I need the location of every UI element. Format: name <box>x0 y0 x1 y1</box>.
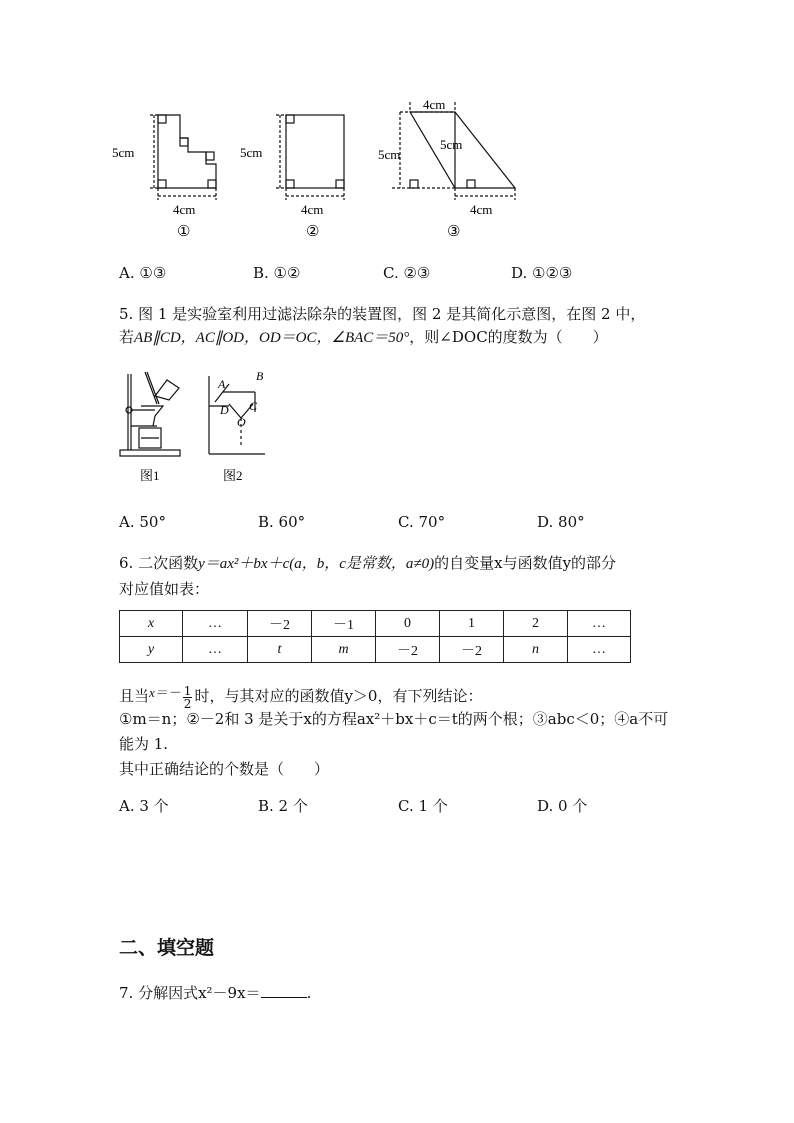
q5-math: AB∥CD，AC∥OD，OD＝OC，∠BAC＝50° <box>134 330 410 346</box>
table-row-y <box>120 637 631 663</box>
fig1-number: ① <box>177 224 191 240</box>
table-cell: 0 <box>376 611 440 637</box>
figure-2 <box>276 115 344 200</box>
q5-option-b: B. 60° <box>258 513 306 531</box>
point-d: D <box>220 403 229 417</box>
table-cell: 2 <box>504 611 568 637</box>
table-cell: 1 <box>440 611 504 637</box>
fig3-slant-label: 5cm <box>440 137 463 152</box>
q5-line2-prefix: 若 <box>119 328 135 346</box>
q5-option-a: A. 50° <box>119 513 166 531</box>
q5-option-c: C. 70° <box>398 513 446 531</box>
fig1-caption: 图1 <box>140 468 160 483</box>
fig2-width-label: 4cm <box>301 202 324 217</box>
q6-line1-suffix: 的自变量x与函数值y的部分 <box>434 554 617 572</box>
q5-line2-suffix: ，则∠DOC的度数为（ ） <box>409 328 608 346</box>
q5-figures <box>115 366 285 486</box>
table-cell: y <box>120 637 183 663</box>
q6-line2: 对应值如表： <box>119 580 210 598</box>
table-row-x <box>120 611 631 637</box>
q6-option-c: C. 1 个 <box>398 797 448 815</box>
q6-condition <box>119 682 482 710</box>
q6-conclusions-2: 能为 1. <box>119 735 169 753</box>
fig3-number: ③ <box>447 224 461 240</box>
table-cell: t <box>248 637 312 663</box>
fig3-bottom-label: 4cm <box>470 202 493 217</box>
fig1-width-label: 4cm <box>173 202 196 217</box>
fig3-top-label: 4cm <box>423 97 446 112</box>
section-title: 二、填空题 <box>119 937 215 959</box>
q7-end: . <box>306 984 312 1002</box>
q7-text: 7. 分解因式x²－9x＝ <box>119 984 261 1002</box>
table-cell: … <box>183 611 248 637</box>
table-cell: … <box>568 611 631 637</box>
table-cell: －2 <box>248 611 312 637</box>
q6-line1 <box>119 552 616 573</box>
table-cell: m <box>312 637 376 663</box>
point-o: O <box>237 415 246 429</box>
point-c: C <box>249 399 258 413</box>
q6-cond-suffix: 时，与其对应的函数值y＞0，有下列结论： <box>194 687 483 705</box>
table-cell: x <box>120 611 183 637</box>
q7-line <box>119 982 311 1003</box>
q6-question: 其中正确结论的个数是（ ） <box>119 760 330 778</box>
q6-func: y＝ax²＋bx＋c(a，b，c是常数，a≠0) <box>198 556 435 572</box>
q4-option-b: B. ①② <box>253 264 301 282</box>
fig1-height-label: 5cm <box>112 145 135 160</box>
figure-1 <box>150 115 216 200</box>
point-b: B <box>256 369 264 383</box>
q6-option-a: A. 3 个 <box>119 797 169 815</box>
q6-option-d: D. 0 个 <box>537 797 588 815</box>
q6-cond-x: x＝－ <box>149 685 181 700</box>
table-cell: －2 <box>376 637 440 663</box>
q4-option-d: D. ①②③ <box>511 264 573 282</box>
q6-line1-prefix: 6. 二次函数 <box>119 554 199 572</box>
table-cell: －2 <box>440 637 504 663</box>
q4-option-c: C. ②③ <box>383 264 431 282</box>
table-cell: … <box>568 637 631 663</box>
q4-figures <box>110 90 530 245</box>
answer-blank[interactable] <box>261 983 307 998</box>
q5-line1: 5. 图 1 是实验室利用过滤法除杂的装置图，图 2 是其简化示意图，在图 2 中， <box>119 305 646 323</box>
q5-line2 <box>119 326 608 347</box>
fraction-num: 1 <box>183 683 192 698</box>
value-table <box>119 610 631 663</box>
q6-conclusions-1: ①m＝n；②－2和 3 是关于x的方程ax²＋bx＋c＝t的两个根；③abc＜0；④a不可 <box>119 710 669 728</box>
fig2-caption: 图2 <box>223 468 243 483</box>
q6-cond-prefix: 且当 <box>119 687 150 705</box>
table-cell: －1 <box>312 611 376 637</box>
fig2-number: ② <box>306 224 320 240</box>
fraction <box>183 685 193 710</box>
point-a: A <box>218 377 226 391</box>
q6-option-b: B. 2 个 <box>258 797 308 815</box>
table-cell: … <box>183 637 248 663</box>
lab-apparatus <box>120 372 180 456</box>
table-cell: n <box>504 637 568 663</box>
fig3-height-label: 5cm <box>378 147 401 162</box>
fraction-den: 2 <box>183 696 192 711</box>
q5-option-d: D. 80° <box>537 513 585 531</box>
q4-option-a: A. ①③ <box>119 264 167 282</box>
fig2-height-label: 5cm <box>240 145 263 160</box>
